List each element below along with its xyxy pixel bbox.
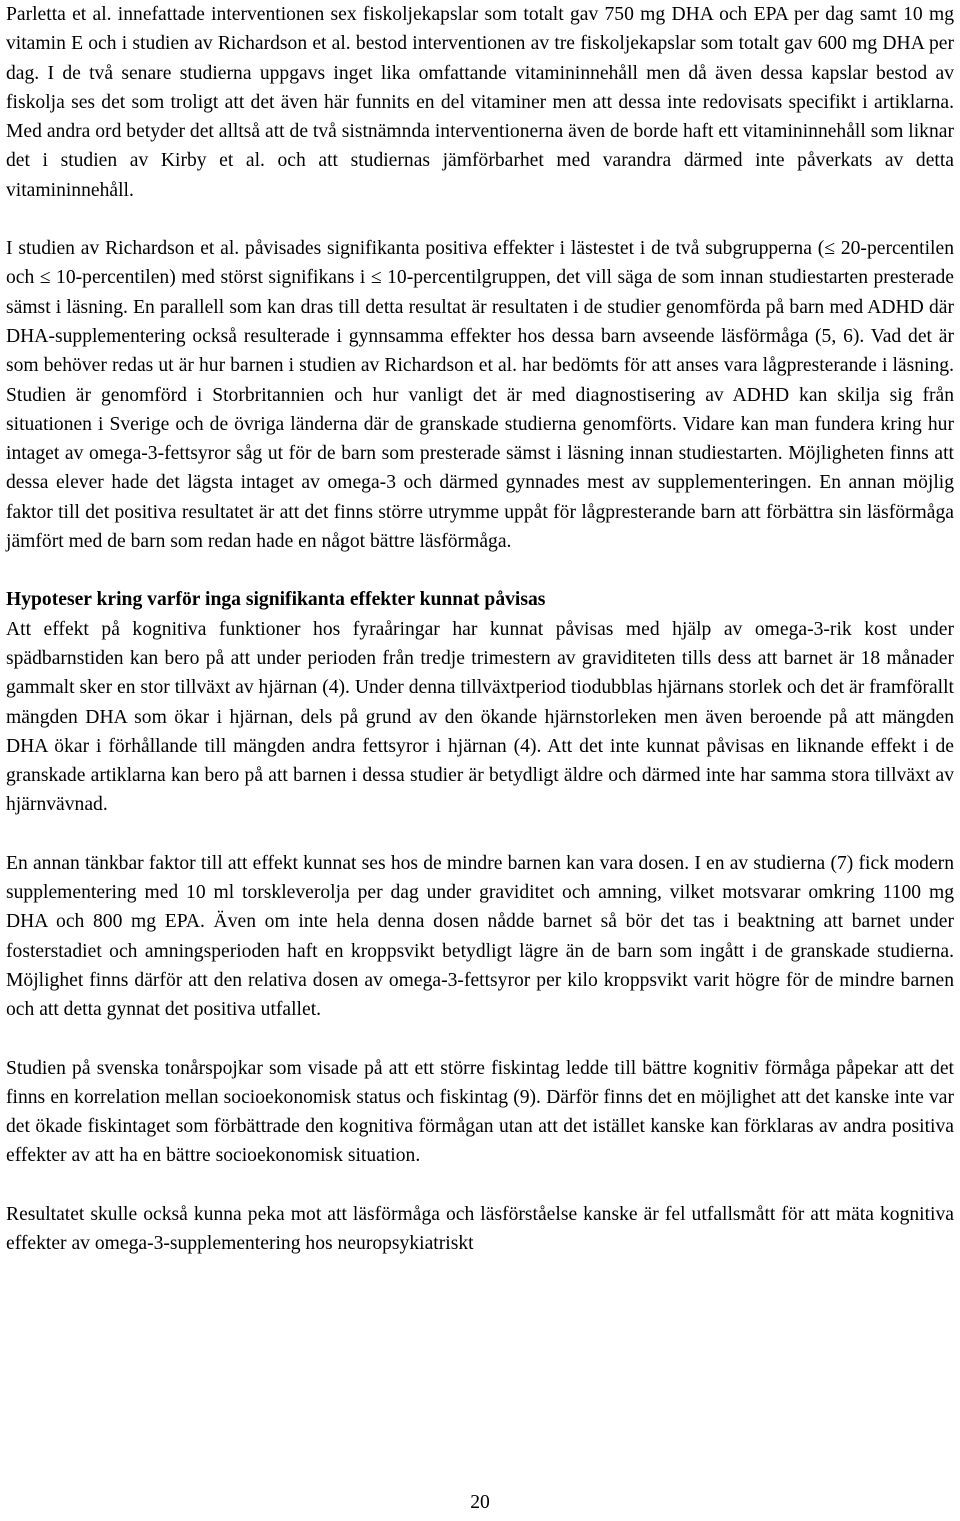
section-heading: Hypoteser kring varför inga signifikanta effekter kunnat påvisas: [6, 589, 546, 611]
paragraph-gap: [6, 556, 954, 585]
document-page: [6, 0, 954, 1258]
section-paragraph-4: Resultatet skulle också kunna peka mot att läsförmåga och läsförståelse kanske är fel utfallsmått för att mäta kognitiva effekter av omega-3-supplementering hos neuropsykiatriskt: [6, 1203, 954, 1254]
paragraph-gap: [6, 820, 954, 849]
body-paragraph-1: Parletta et al. innefattade interventionen sex fiskoljekapslar som totalt gav 750 mg DHA och EPA per dag samt 10 mg vitamin E och i studien av Richardson et al. bestod interventionen av tre fiskoljekapslar som totalt gav 600 mg DHA per dag. I de två senare studierna uppgavs inget lika omfattande vitamininnehåll men då även dessa kapslar bestod av fiskolja ses det som troligt att det även här funnits en del vitaminer men att dessa inte redovisats specifikt i artiklarna. Med andra ord betyder det alltså att de två sistnämnda interventionerna även de borde haft ett vitamininnehåll som liknar det i studien av Kirby et al. och att studiernas jämförbarhet med varandra därmed inte påverkats av detta vitamininnehåll.: [6, 4, 954, 201]
paragraph-gap: [6, 1171, 954, 1200]
paragraph-gap: [6, 205, 954, 234]
page-number: 20: [470, 1492, 490, 1513]
section-paragraph-3: Studien på svenska tonårspojkar som visade på att ett större fiskintag ledde till bättre kognitiv förmåga påpekar att det finns en korrelation mellan socioekonomisk status och fiskintag (9). Därför finns det en möjlighet att det kanske inte var det ökade fiskintaget som förbättrade den kognitiva förmågan utan att det istället kanske kan förklaras av andra positiva effekter av att ha en bättre socioekonomisk situation.: [6, 1057, 954, 1167]
body-paragraph-2: I studien av Richardson et al. påvisades signifikanta positiva effekter i lästestet i de två subgrupperna (≤ 20-percentilen och ≤ 10-percentilen) med störst signifikans i ≤ 10-percentilgruppen, det vill säga de som innan studiestarten presterade sämst i läsning. En parallell som kan dras till detta resultat är resultaten i de studier genomförda på barn med ADHD där DHA-supplementering också resulterade i gynnsamma effekter hos dessa barn avseende läsförmåga (5, 6). Vad det är som behöver redas ut är hur barnen i studien av Richardson et al. har bedömts för att anses vara lågpresterande i läsning. Studien är genomförd i Storbritannien och hur vanligt det är med diagnostisering av ADHD kan skilja sig från situationen i Sverige och de övriga länderna där de granskade studierna genomförts. Vidare kan man fundera kring hur intaget av omega-3-fettsyror såg ut för de barn som presterade sämst i läsning innan studiestarten. Möjligheten finns att dessa elever hade det lägsta intaget av omega-3 och därmed gynnades mest av supplementeringen. En annan möjlig faktor till det positiva resultatet är att det finns större utrymme uppåt för lågpresterande barn att förbättra sin läsförmåga jämfört med de barn som redan hade en något bättre läsförmåga.: [6, 238, 954, 553]
paragraph-gap: [6, 1025, 954, 1054]
section-paragraph-2: En annan tänkbar faktor till att effekt kunnat ses hos de mindre barnen kan vara dosen. I en av studierna (7) fick modern supplementering med 10 ml torskleverolja per dag under graviditet och amning, vilket motsvarar omkring 1100 mg DHA och 800 mg EPA. Även om inte hela denna dosen nådde barnet så bör det tas i beaktning att barnet under fosterstadiet och amningsperioden haft en kroppsvikt betydligt lägre än de barn som ingått i de granskade studierna. Möjlighet finns därför att den relativa dosen av omega-3-fettsyror per kilo kroppsvikt varit högre för de mindre barnen och att detta gynnat det positiva utfallet.: [6, 852, 954, 1021]
section-paragraph-1: Att effekt på kognitiva funktioner hos fyraåringar har kunnat påvisas med hjälp av omega-3-rik kost under spädbarnstiden kan bero på att under perioden från tredje trimestern av graviditeten tills dess att barnet är 18 månader gammalt sker en stor tillväxt av hjärnan (4). Under denna tillväxtperiod tiodubblas hjärnans storlek och det är framförallt mängden DHA som ökar i hjärnan, dels på grund av den ökande hjärnstorleken men även beroende på att mängden DHA ökar i förhållande till mängden andra fettsyror i hjärnan (4). Att det inte kunnat påvisas en liknande effekt i de granskade artiklarna kan bero på att barnen i dessa studier är betydligt äldre och därmed inte har samma stora tillväxt av hjärnvävnad.: [6, 618, 954, 816]
